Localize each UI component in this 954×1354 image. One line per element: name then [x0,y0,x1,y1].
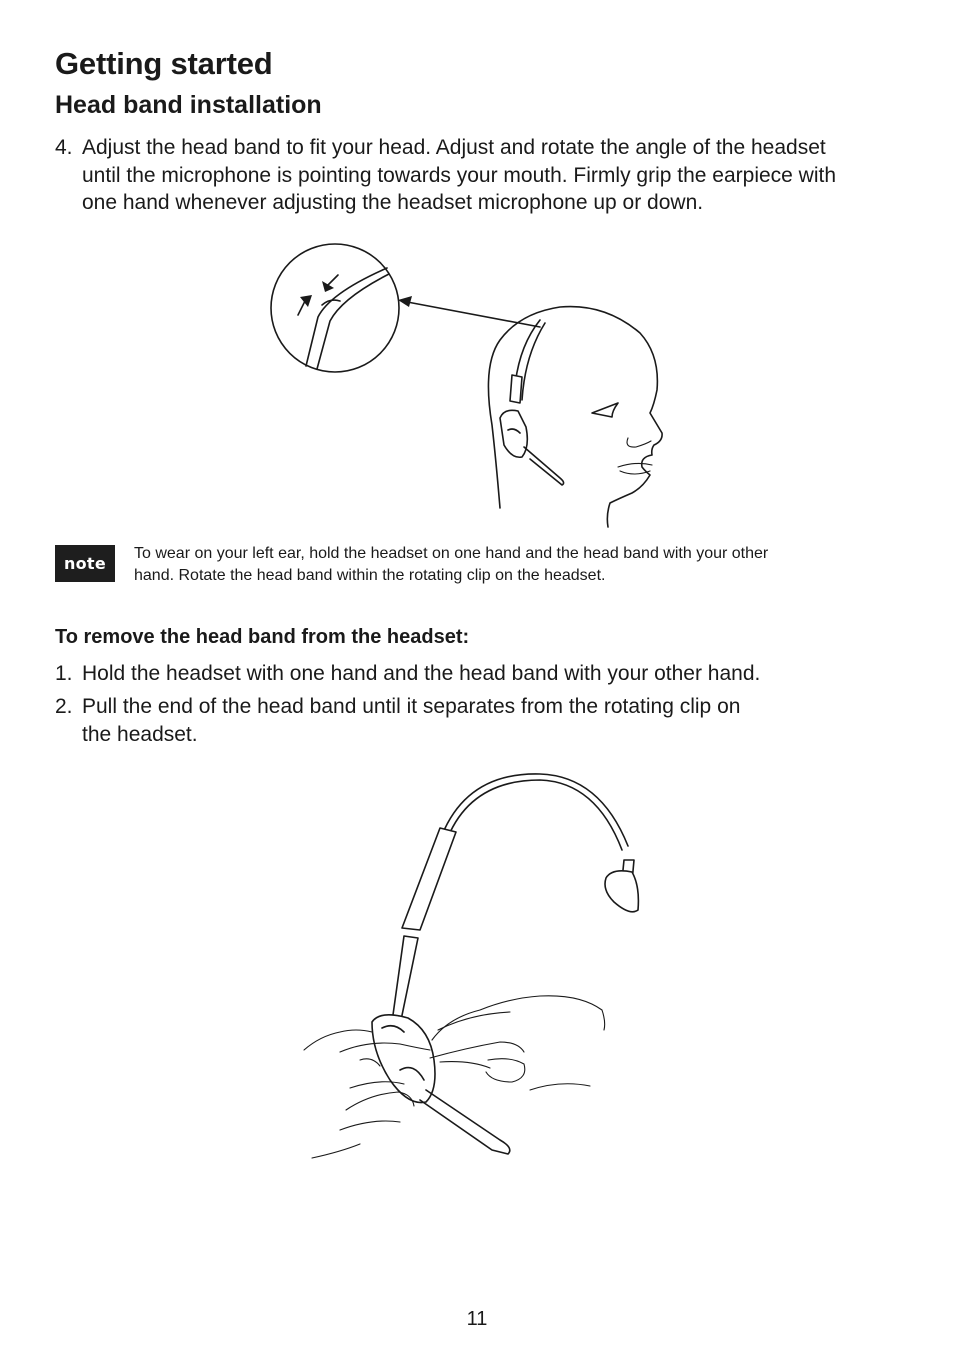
note-badge: note [55,545,115,582]
step-number: 2. [55,695,73,718]
right-hand [430,996,605,1090]
remove-step-2 [55,693,915,749]
section-title: Head band installation [55,91,322,119]
step-number: 1. [55,662,73,685]
note-text [134,543,874,587]
headband-detail [306,268,389,369]
headset-body [372,1015,510,1154]
ear-pad-icon [605,860,638,912]
step-line: the headset. [82,722,198,746]
headband-arc [442,774,628,850]
step-line: Pull the end of the head band until it separates from the rotating clip on [82,695,741,718]
note-line: hand. Rotate the head band within the rotating clip on the headset. [134,567,606,584]
headband-slider [392,828,456,1025]
remove-heading: To remove the head band from the headset: [55,626,470,648]
note-line: To wear on your left ear, hold the headset on one hand and the head band with your other [134,545,769,562]
detail-magnifier-circle [271,244,399,372]
step-line: until the microphone is pointing towards your mouth. Firmly grip the earpiece with [82,163,837,187]
step-number: 4. [55,136,73,159]
headset-on-head-illustration [0,235,954,535]
page-title: Getting started [55,46,273,81]
remove-step-1 [55,660,915,688]
page-number: 11 [466,1308,488,1330]
headset-on-head [500,320,564,485]
step-line: one hand whenever adjusting the headset microphone up or down. [82,191,704,214]
rotate-arrows-icon [298,275,338,315]
step-line: Adjust the head band to fit your head. Adjust and rotate the angle of the headset [82,136,826,159]
step-line: Hold the headset with one hand and the head band with your other hand. [82,662,761,685]
step-4 [55,134,915,218]
hands-removing-headband-illustration [0,760,954,1180]
